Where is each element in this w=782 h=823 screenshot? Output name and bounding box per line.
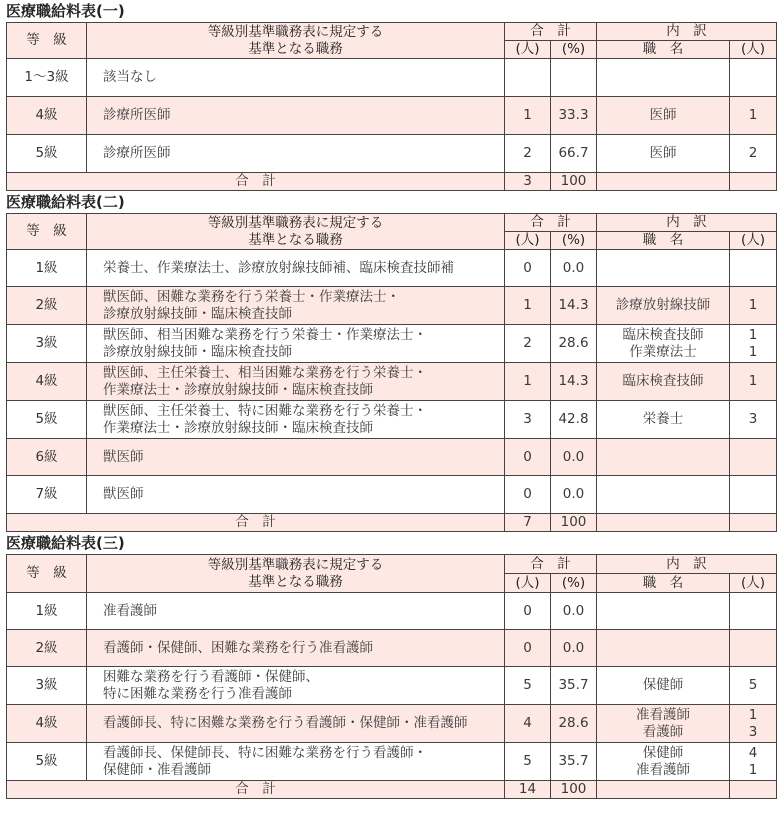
- percent-cell: 28.6: [551, 705, 597, 743]
- grade-cell: 1～3級: [7, 59, 87, 97]
- total-percent: 100: [551, 781, 597, 799]
- duty-line: 准看護師: [103, 602, 157, 619]
- job-name-cell: [597, 250, 730, 287]
- job-count: 1: [748, 107, 758, 123]
- header-row: [7, 555, 777, 574]
- table-row: [7, 630, 777, 667]
- percent-cell: 0.0: [551, 630, 597, 667]
- duty-line: 診療所医師: [103, 145, 171, 161]
- duty-cell: [87, 363, 505, 401]
- duty-cell: [87, 97, 505, 135]
- salary-table-section: [0, 191, 782, 532]
- duty-line: 獣医師: [103, 486, 144, 502]
- job-count: 4: [748, 744, 758, 761]
- header-grade: 等 級: [7, 555, 87, 593]
- duty-line: 看護師長、特に困難な業務を行う看護師・保健師・准看護師: [103, 715, 468, 731]
- job-count-cell: [730, 630, 777, 667]
- grade-cell: 2級: [7, 630, 87, 667]
- percent-cell: 35.7: [551, 667, 597, 705]
- job-name: 保健師: [642, 677, 684, 693]
- header-breakdown-unit: (人): [730, 41, 777, 59]
- job-count-cell: [730, 401, 777, 439]
- job-name: 臨床検査技師: [622, 373, 704, 389]
- duty-cell: [87, 667, 505, 705]
- persons-cell: 1: [505, 97, 551, 135]
- header-breakdown-unit: (人): [730, 574, 777, 593]
- persons-cell: 2: [505, 325, 551, 363]
- duty-cell: [87, 476, 505, 514]
- percent-cell: 42.8: [551, 401, 597, 439]
- header-duty-line: 基準となる職務: [248, 40, 343, 57]
- percent-cell: 14.3: [551, 363, 597, 401]
- job-name: 医師: [649, 107, 677, 123]
- header-persons-unit: (人): [505, 232, 551, 250]
- header-duty-line: 等級別基準職務表に規定する: [207, 556, 384, 573]
- total-label: 合 計: [7, 514, 505, 532]
- job-name-cell: [597, 401, 730, 439]
- job-name: 栄養士: [642, 411, 684, 427]
- total-persons: 7: [505, 514, 551, 532]
- job-name-cell: [597, 287, 730, 325]
- persons-cell: 0: [505, 593, 551, 630]
- job-count-cell: [730, 705, 777, 743]
- table-row: [7, 593, 777, 630]
- grade-cell: 3級: [7, 325, 87, 363]
- duty-line: 獣医師、主任栄養士、特に困難な業務を行う栄養士・: [103, 402, 427, 419]
- duty-line: 作業療法士・診療放射線技師・臨床検査技師: [103, 381, 373, 398]
- duty-cell: [87, 250, 505, 287]
- job-count-cell: [730, 250, 777, 287]
- header-duty: [87, 555, 505, 593]
- total-empty-cell: [597, 781, 730, 799]
- persons-cell: 4: [505, 705, 551, 743]
- header-percent-unit: (%): [551, 41, 597, 59]
- job-name-cell: [597, 630, 730, 667]
- duty-line: 獣医師、相当困難な業務を行う栄養士・作業療法士・: [103, 326, 427, 343]
- header-total: 合 計: [505, 23, 597, 41]
- job-count-cell: [730, 363, 777, 401]
- header-grade: 等 級: [7, 23, 87, 59]
- header-duty: [87, 214, 505, 250]
- job-count: 1: [748, 373, 758, 389]
- job-count: 1: [748, 297, 758, 313]
- duty-line: 作業療法士・診療放射線技師・臨床検査技師: [103, 419, 373, 436]
- header-persons-unit: (人): [505, 574, 551, 593]
- duty-cell: [87, 593, 505, 630]
- grade-cell: 5級: [7, 135, 87, 173]
- duty-line: 獣医師: [103, 448, 144, 465]
- job-count-cell: [730, 59, 777, 97]
- table-row: [7, 439, 777, 476]
- persons-cell: 5: [505, 743, 551, 781]
- total-persons: 3: [505, 173, 551, 191]
- persons-cell: 1: [505, 287, 551, 325]
- job-name-cell: [597, 59, 730, 97]
- duty-cell: [87, 135, 505, 173]
- duty-cell: [87, 439, 505, 476]
- job-count-cell: [730, 287, 777, 325]
- persons-cell: 3: [505, 401, 551, 439]
- table-row: [7, 97, 777, 135]
- job-name-cell: [597, 135, 730, 173]
- persons-cell: 0: [505, 250, 551, 287]
- job-count-cell: [730, 743, 777, 781]
- section-title: 医療職給料表(一): [6, 2, 125, 20]
- total-empty-cell: [730, 173, 777, 191]
- header-breakdown: 内 訳: [597, 23, 777, 41]
- table-row: [7, 135, 777, 173]
- grade-cell: 3級: [7, 667, 87, 705]
- header-percent-unit: (%): [551, 574, 597, 593]
- duty-cell: [87, 59, 505, 97]
- percent-cell: 14.3: [551, 287, 597, 325]
- job-name: 保健師: [642, 744, 684, 761]
- job-name: 准看護師: [636, 706, 690, 723]
- persons-cell: 0: [505, 630, 551, 667]
- total-empty-cell: [730, 781, 777, 799]
- grade-cell: 2級: [7, 287, 87, 325]
- duty-cell: [87, 705, 505, 743]
- grade-cell: 1級: [7, 250, 87, 287]
- duty-cell: [87, 325, 505, 363]
- job-count-cell: [730, 135, 777, 173]
- duty-line: 保健師・准看護師: [103, 761, 211, 778]
- grade-cell: 7級: [7, 476, 87, 514]
- grade-cell: 6級: [7, 439, 87, 476]
- job-count-cell: [730, 667, 777, 705]
- duty-line: 特に困難な業務を行う准看護師: [103, 685, 292, 702]
- duty-cell: [87, 630, 505, 667]
- salary-table-section: [0, 0, 782, 191]
- duty-cell: [87, 401, 505, 439]
- header-breakdown-unit: (人): [730, 232, 777, 250]
- header-breakdown: 内 訳: [597, 555, 777, 574]
- header-duty-line: 等級別基準職務表に規定する: [207, 214, 384, 231]
- job-name: 臨床検査技師: [622, 326, 704, 343]
- table-row: [7, 667, 777, 705]
- total-row: [7, 173, 777, 191]
- header-duty-line: 基準となる職務: [248, 231, 343, 248]
- salary-table: [6, 213, 777, 532]
- header-row: [7, 23, 777, 41]
- job-name-cell: [597, 325, 730, 363]
- total-label: 合 計: [7, 173, 505, 191]
- persons-cell: 2: [505, 135, 551, 173]
- section-title: 医療職給料表(二): [6, 193, 125, 211]
- total-row: [7, 781, 777, 799]
- grade-cell: 4級: [7, 363, 87, 401]
- duty-line: 診療放射線技師・臨床検査技師: [103, 343, 292, 360]
- duty-line: 栄養士、作業療法士、診療放射線技師補、臨床検査技師補: [103, 259, 454, 276]
- job-name-cell: [597, 439, 730, 476]
- duty-line: 該当なし: [103, 69, 157, 85]
- grade-cell: 5級: [7, 401, 87, 439]
- total-percent: 100: [551, 173, 597, 191]
- table-row: [7, 250, 777, 287]
- header-row: [7, 214, 777, 232]
- header-total: 合 計: [505, 214, 597, 232]
- total-empty-cell: [730, 514, 777, 532]
- duty-line: 困難な業務を行う看護師・保健師、: [103, 668, 319, 685]
- header-duty: [87, 23, 505, 59]
- persons-cell: [505, 59, 551, 97]
- job-count: 3: [748, 723, 758, 740]
- duty-line: 診療放射線技師・臨床検査技師: [103, 305, 292, 322]
- salary-table: [6, 554, 777, 799]
- table-row: [7, 363, 777, 401]
- grade-cell: 5級: [7, 743, 87, 781]
- table-row: [7, 325, 777, 363]
- salary-table: [6, 22, 777, 191]
- percent-cell: 0.0: [551, 476, 597, 514]
- job-name-cell: [597, 97, 730, 135]
- header-job-name: 職 名: [597, 574, 730, 593]
- percent-cell: 0.0: [551, 593, 597, 630]
- total-persons: 14: [505, 781, 551, 799]
- total-row: [7, 514, 777, 532]
- duty-line: 診療所医師: [103, 107, 171, 123]
- duty-line: 獣医師、主任栄養士、相当困難な業務を行う栄養士・: [103, 364, 427, 381]
- duty-cell: [87, 743, 505, 781]
- grade-cell: 4級: [7, 705, 87, 743]
- job-name: 准看護師: [636, 761, 690, 778]
- persons-cell: 0: [505, 439, 551, 476]
- section-title: 医療職給料表(三): [6, 534, 125, 552]
- duty-line: 獣医師、困難な業務を行う栄養士・作業療法士・: [103, 288, 400, 305]
- duty-line: 看護師・保健師、困難な業務を行う准看護師: [103, 639, 373, 656]
- table-row: [7, 401, 777, 439]
- job-name: 医師: [649, 145, 677, 161]
- job-name-cell: [597, 476, 730, 514]
- job-count: 1: [748, 343, 758, 360]
- job-name-cell: [597, 667, 730, 705]
- table-row: [7, 287, 777, 325]
- grade-cell: 1級: [7, 593, 87, 630]
- header-duty-line: 基準となる職務: [248, 573, 343, 590]
- job-count: 1: [748, 326, 758, 343]
- total-empty-cell: [597, 173, 730, 191]
- header-breakdown: 内 訳: [597, 214, 777, 232]
- percent-cell: 33.3: [551, 97, 597, 135]
- job-count-cell: [730, 593, 777, 630]
- table-row: [7, 59, 777, 97]
- table-row: [7, 743, 777, 781]
- job-count-cell: [730, 476, 777, 514]
- job-count-cell: [730, 325, 777, 363]
- job-name: 診療放射線技師: [615, 297, 711, 313]
- salary-table-section: [0, 532, 782, 799]
- job-name-cell: [597, 593, 730, 630]
- table-row: [7, 476, 777, 514]
- percent-cell: [551, 59, 597, 97]
- job-name: 作業療法士: [629, 343, 697, 360]
- percent-cell: 0.0: [551, 439, 597, 476]
- job-name-cell: [597, 705, 730, 743]
- total-percent: 100: [551, 514, 597, 532]
- job-count-cell: [730, 97, 777, 135]
- persons-cell: 5: [505, 667, 551, 705]
- duty-cell: [87, 287, 505, 325]
- job-count: 3: [748, 411, 758, 427]
- job-name-cell: [597, 363, 730, 401]
- job-name: 看護師: [642, 723, 684, 740]
- percent-cell: 28.6: [551, 325, 597, 363]
- table-row: [7, 705, 777, 743]
- header-percent-unit: (%): [551, 232, 597, 250]
- percent-cell: 66.7: [551, 135, 597, 173]
- persons-cell: 1: [505, 363, 551, 401]
- job-count-cell: [730, 439, 777, 476]
- header-grade: 等 級: [7, 214, 87, 250]
- duty-line: 看護師長、保健師長、特に困難な業務を行う看護師・: [103, 744, 427, 761]
- grade-cell: 4級: [7, 97, 87, 135]
- job-count: 1: [748, 706, 758, 723]
- header-total: 合 計: [505, 555, 597, 574]
- job-count: 5: [748, 677, 758, 693]
- job-name-cell: [597, 743, 730, 781]
- header-persons-unit: (人): [505, 41, 551, 59]
- percent-cell: 35.7: [551, 743, 597, 781]
- total-label: 合 計: [7, 781, 505, 799]
- persons-cell: 0: [505, 476, 551, 514]
- total-empty-cell: [597, 514, 730, 532]
- percent-cell: 0.0: [551, 250, 597, 287]
- header-job-name: 職 名: [597, 41, 730, 59]
- header-job-name: 職 名: [597, 232, 730, 250]
- job-count: 1: [748, 761, 758, 778]
- header-duty-line: 等級別基準職務表に規定する: [207, 23, 384, 40]
- job-count: 2: [748, 145, 758, 161]
